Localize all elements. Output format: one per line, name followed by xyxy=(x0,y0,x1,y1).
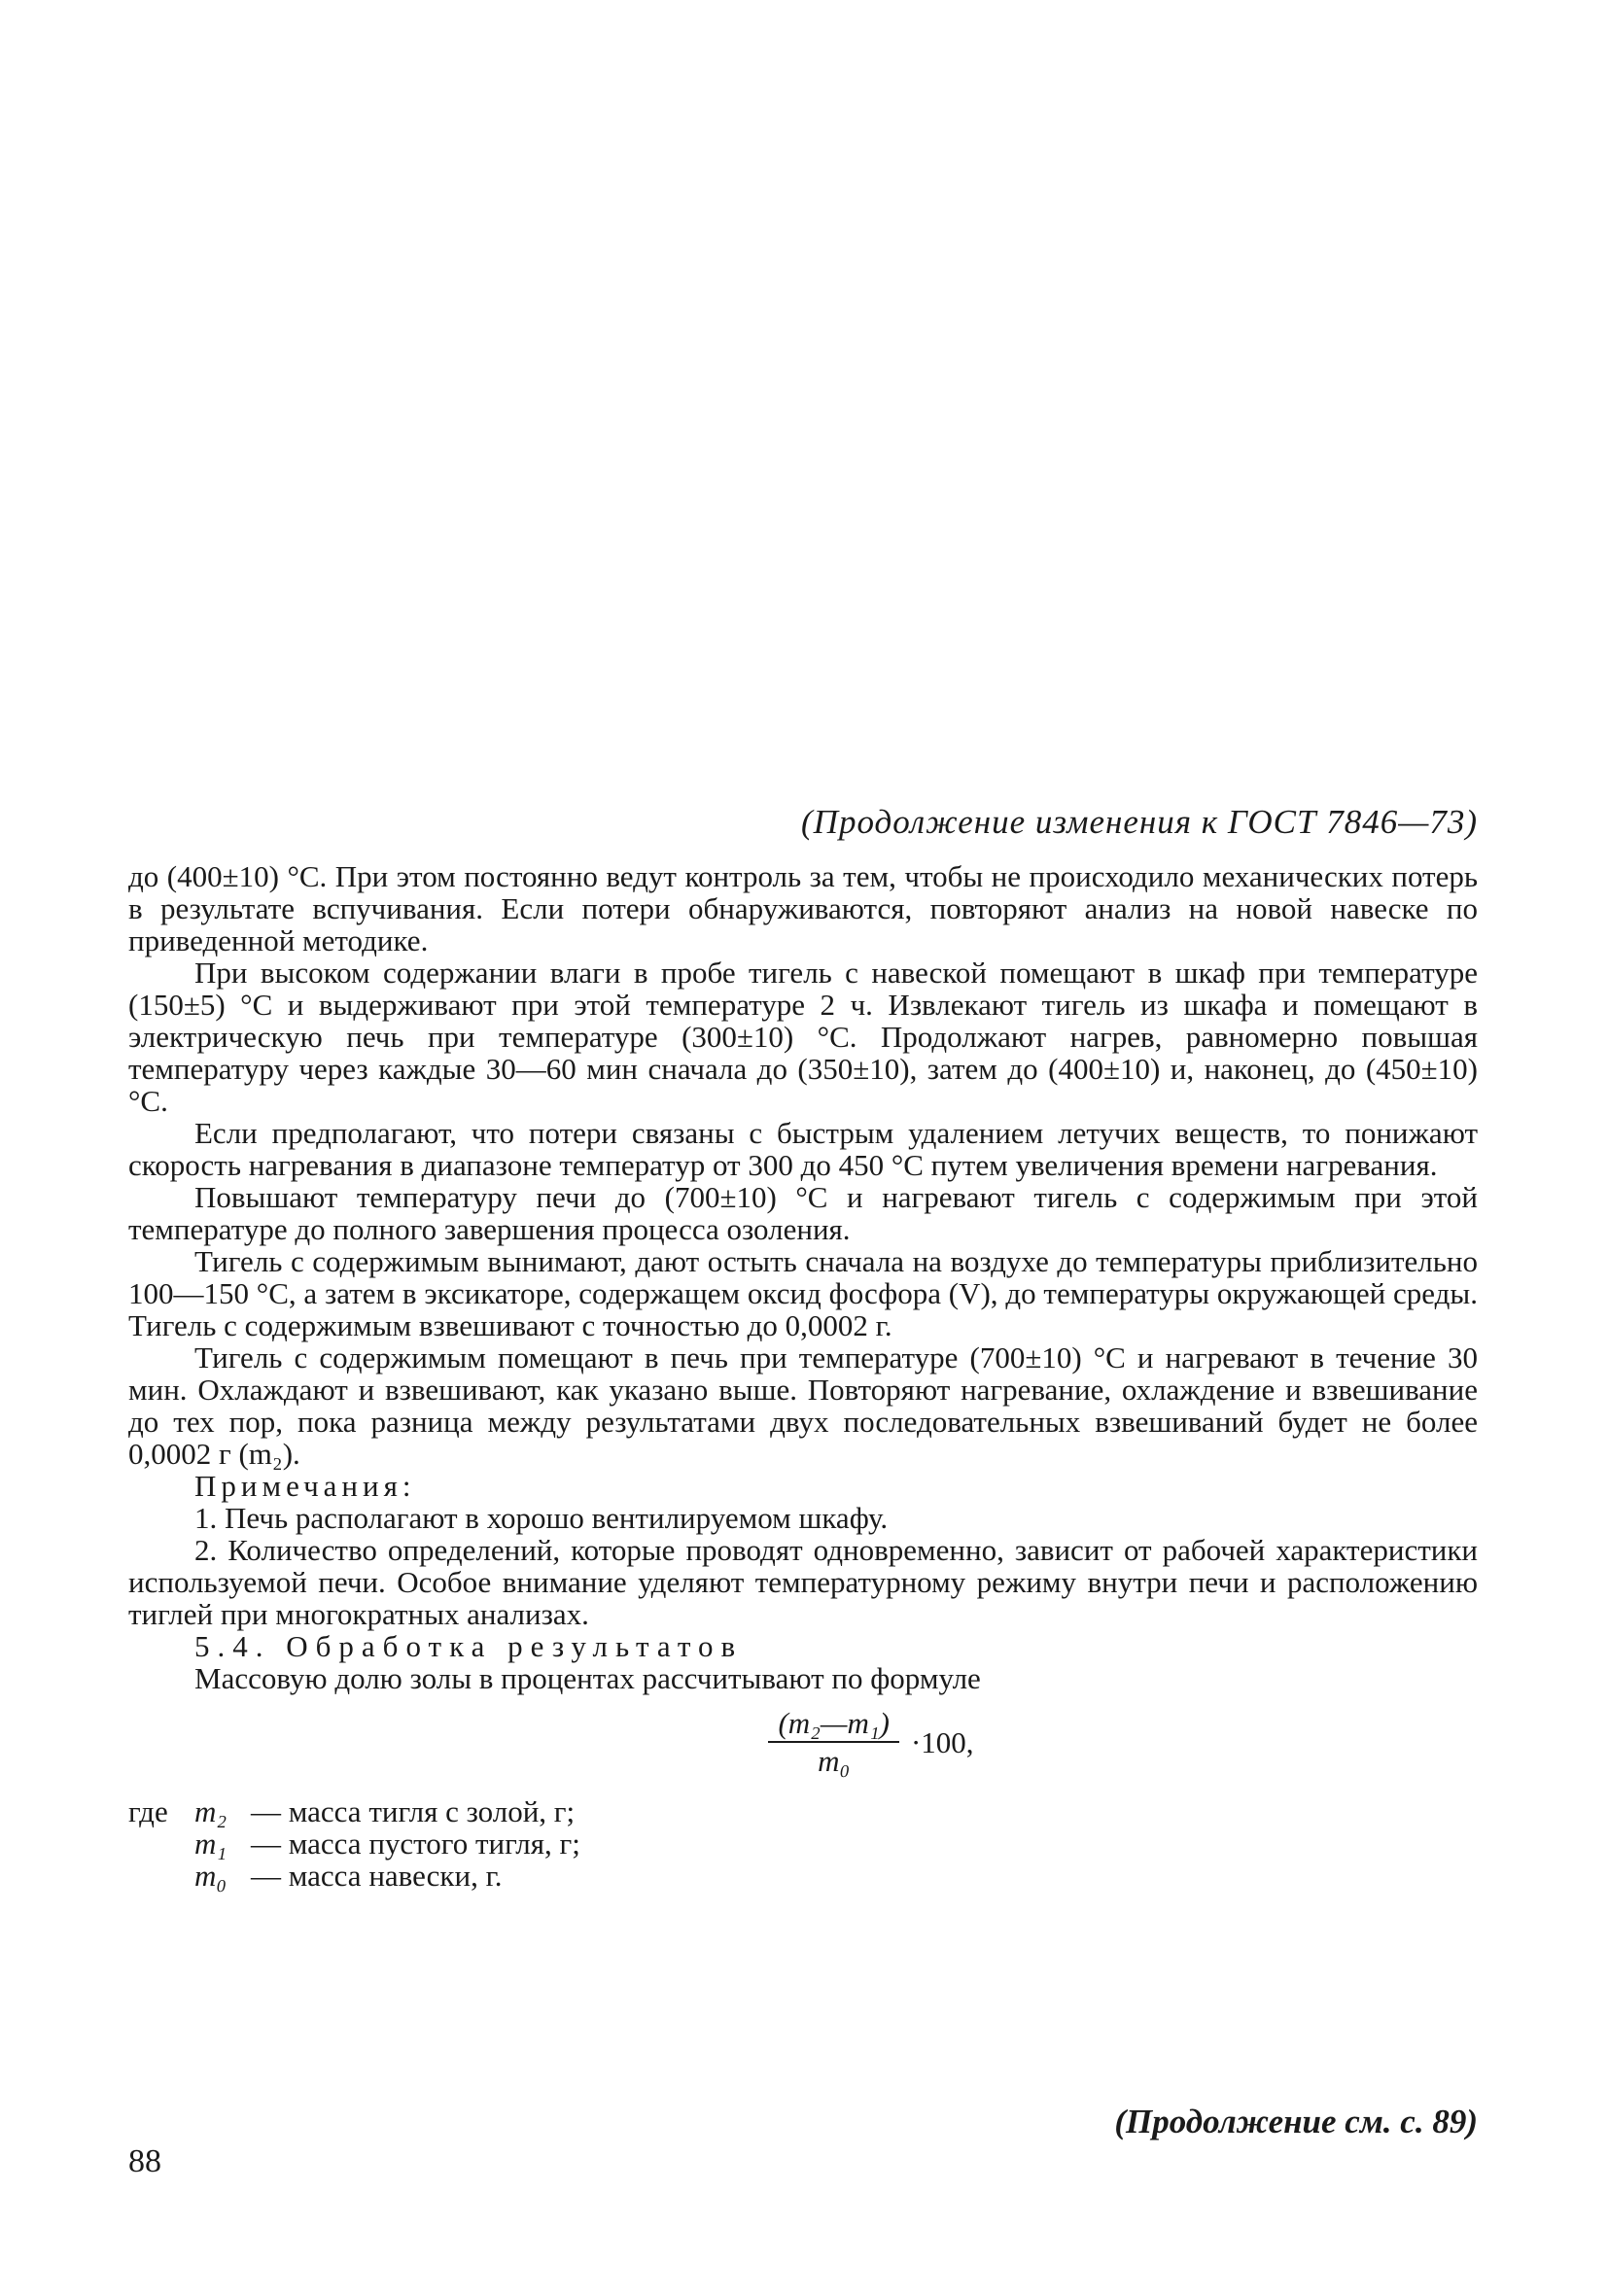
formula-numerator: (m₂—m₁) xyxy=(768,1707,899,1743)
definition-lead: где xyxy=(128,1794,168,1828)
definition-text: — масса тигля с золой, г; xyxy=(251,1794,576,1828)
paragraph-5: Тигель с содержимым вынимают, дают остыть сначала на воздухе до температуры приблизительно 100—150 °С, а затем в эксикаторе, содержащем оксид фосфора (V), до температуры окружающей среды. Тигель с содержимым взвешивают с точностью до 0,0002 г. xyxy=(128,1244,1478,1342)
ash-formula xyxy=(264,1704,1478,1780)
note-1: 1. Печь располагают в хорошо вентилируемом шкафу. xyxy=(194,1501,889,1535)
definition-symbol: m₂ xyxy=(194,1794,227,1828)
formula-denominator: m₀ xyxy=(818,1744,851,1778)
definition-symbol: m₁ xyxy=(194,1826,227,1861)
definition-lead xyxy=(128,1827,194,1860)
document-body xyxy=(128,860,1478,1892)
variable-definitions xyxy=(128,1795,1478,1892)
continuation-header: (Продолжение изменения к ГОСТ 7846—73) xyxy=(801,803,1478,841)
definition-text: — масса пустого тигля, г; xyxy=(251,1826,580,1861)
definition-row xyxy=(128,1860,1478,1892)
definition-row xyxy=(128,1795,1478,1827)
note-2: 2. Количество определений, которые проводят одновременно, зависит от рабочей характеристики используемой печи. Особое внимание уделяют температурному режиму внутри печи и расположению тиглей при многократных анализах. xyxy=(128,1533,1478,1631)
formula-multiplier: ·100, xyxy=(910,1724,974,1759)
continuation-footer: (Продолжение см. с. 89) xyxy=(1114,2103,1478,2140)
paragraph-2: При высоком содержании влаги в пробе тигель с навеской помещают в шкаф при температуре (150±5) °С и выдерживают при этой температуре 2 ч. Извлекают тигель из шкафа и помещают в электрическую печь при температуре (300±10) °С. Продолжают нагрев, равномерно повышая температуру через каждые 30—60 мин сначала до (350±10), затем до (400±10) и, наконец, до (450±10) °С. xyxy=(128,956,1478,1118)
section-title: 5.4. Обработка результатов xyxy=(194,1629,744,1663)
formula-fraction xyxy=(768,1707,899,1777)
definition-text: — масса навески, г. xyxy=(251,1859,503,1893)
formula-intro: Массовую долю золы в процентах рассчитывают по формуле xyxy=(194,1661,981,1695)
page-number: 88 xyxy=(128,2143,161,2179)
definition-symbol: m₀ xyxy=(194,1859,227,1893)
definition-lead xyxy=(128,1860,194,1892)
paragraph-1: до (400±10) °С. При этом постоянно ведут контроль за тем, чтобы не происходило механических потерь в результате вспучивания. Если потери обнаруживаются, повторяют анализ на новой навеске по приведенной методике. xyxy=(128,859,1478,957)
paragraph-6: Тигель с содержимым помещают в печь при температуре (700±10) °С и нагревают в течение 30 мин. Охлаждают и взвешивают, как указано выше. Повторяют нагревание, охлаждение и взвешивание до тех пор, пока разница между результатами двух последовательных взвешиваний будет не более 0,0002 г (m₂). xyxy=(128,1340,1478,1471)
paragraph-4: Повышают температуру печи до (700±10) °С и нагревают тигель с содержимым при этой температуре до полного завершения процесса озоления. xyxy=(128,1180,1478,1246)
paragraph-3: Если предполагают, что потери связаны с быстрым удалением летучих веществ, то понижают скорость нагревания в диапазоне температур от 300 до 450 °С путем увеличения времени нагревания. xyxy=(128,1116,1478,1182)
definition-row xyxy=(128,1827,1478,1860)
notes-title: Примечания: xyxy=(194,1469,416,1503)
